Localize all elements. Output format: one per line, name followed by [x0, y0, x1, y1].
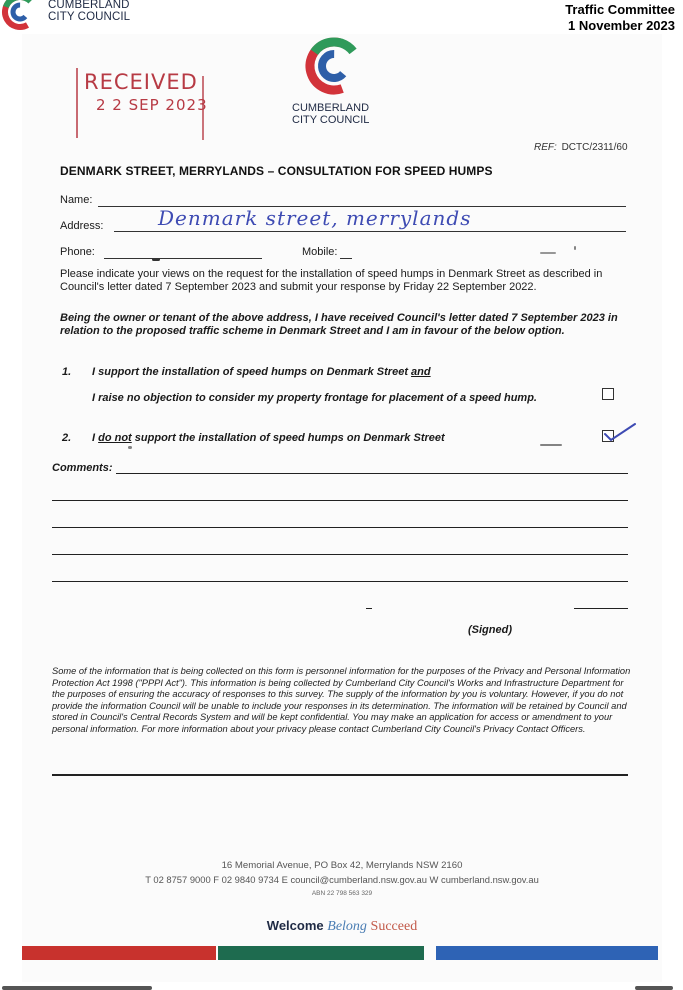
comments-line-4[interactable] — [52, 554, 628, 555]
ref-label: REF: — [534, 142, 557, 153]
council-tagline — [22, 918, 662, 935]
council-contacts: T 02 8757 9000 F 02 9840 9734 E council@cumberland.nsw.gov.au W cumberland.nsw.gov.au — [145, 874, 539, 885]
address-label: Address: — [60, 220, 104, 232]
tagline-succeed: Succeed — [370, 919, 418, 934]
option-1-number: 1. — [62, 366, 72, 378]
stamp-date-text: 2 2 SEP 2023 — [96, 96, 208, 114]
council-logo-icon — [0, 0, 46, 34]
tagline-welcome: Welcome — [266, 918, 324, 933]
mobile-field[interactable] — [340, 258, 352, 259]
committee-name: Traffic Committee — [565, 2, 675, 17]
letterhead-line2: CITY COUNCIL — [292, 114, 370, 126]
footer-bar-red — [22, 946, 216, 960]
form-title: DENMARK STREET, MERRYLANDS – CONSULTATION FOR SPEED HUMPS — [60, 164, 493, 178]
comments-label: Comments: — [52, 462, 113, 474]
reference-number — [534, 142, 628, 153]
option-1-checkbox[interactable] — [602, 388, 614, 400]
comments-line-3[interactable] — [52, 527, 628, 528]
header-meeting-info — [565, 2, 675, 34]
letterhead-logo-icon — [298, 34, 370, 100]
instructions-paragraph: Please indicate your views on the request for the installation of speed humps in Denmark Street as described in Council's letter dated 7 September 2023 and submit your response by Friday 22 September 2022. — [60, 268, 603, 293]
footer-bar-teal — [218, 946, 424, 960]
council-abn: ABN 22 798 563 329 — [311, 890, 373, 897]
header-org-line1: CUMBERLAND — [48, 0, 130, 11]
name-label: Name: — [60, 194, 93, 206]
header-org-line2: CITY COUNCIL — [48, 11, 131, 23]
option-2-number: 2. — [62, 432, 72, 444]
received-stamp — [82, 70, 214, 134]
option-1-line1: I support the installation of speed humps on Denmark Street and — [92, 366, 431, 378]
page-footer-left — [0, 984, 160, 990]
phone-label: Phone: — [60, 246, 95, 258]
address-field[interactable] — [114, 231, 626, 232]
footer-bar-blue — [436, 946, 658, 960]
ref-value: DCTC/2311/60 — [561, 142, 628, 153]
mobile-label: Mobile: — [302, 246, 338, 258]
letterhead-line1: CUMBERLAND — [292, 102, 370, 114]
scanned-form-page — [22, 34, 662, 982]
meeting-date: 1 November 2023 — [568, 18, 675, 33]
option-2-text: I do not support the installation of speed humps on Denmark Street — [92, 432, 445, 444]
tagline-belong: Belong — [327, 919, 367, 934]
stamp-received-text: RECEIVED — [84, 70, 198, 94]
signature-line[interactable] — [574, 608, 628, 609]
declaration-paragraph: Being the owner or tenant of the above address, I have received Council's letter dated 7 September 2023 in relation to the proposed traffic scheme in Denmark Street and I am in favour of the below option. — [60, 312, 618, 337]
letterhead-org-name — [292, 102, 369, 126]
privacy-notice: Some of the information that is being collected on this form is personnel information for the purposes of the Privacy and Personal Information Protection Act 1998 ("PPPI Act"). This information is being collected by Cumberland City Council's Works and Infrastructure Department for the purposes of ensuring the accuracy of responses to this survey. The supply of the information by you is voluntary. However, if you do not provide the information Council will be unable to include your responses in its determination. The information will be retained by Council and stored in Council's Central Records System and will be kept confidential. You may make an application for access or amendment to your personal information. For more information about your privacy please contact Cumberland City Council's Privacy Contact Officers. — [52, 666, 631, 734]
comments-line-1[interactable] — [116, 473, 628, 474]
page-footer-right — [635, 984, 675, 990]
phone-field[interactable] — [104, 258, 262, 259]
checkmark-icon — [602, 420, 638, 444]
header-org-name — [48, 0, 130, 23]
divider-rule — [52, 774, 628, 776]
signed-label: (Signed) — [468, 624, 512, 636]
council-address: 16 Memorial Avenue, PO Box 42, Merrylands NSW 2160 — [221, 860, 463, 871]
address-handwritten-value: Denmark street, merrylands — [158, 206, 472, 230]
signature-mark — [366, 608, 372, 609]
comments-line-5[interactable] — [52, 581, 628, 582]
comments-line-2[interactable] — [52, 500, 628, 501]
option-1-line2: I raise no objection to consider my property frontage for placement of a speed hump. — [92, 392, 537, 404]
